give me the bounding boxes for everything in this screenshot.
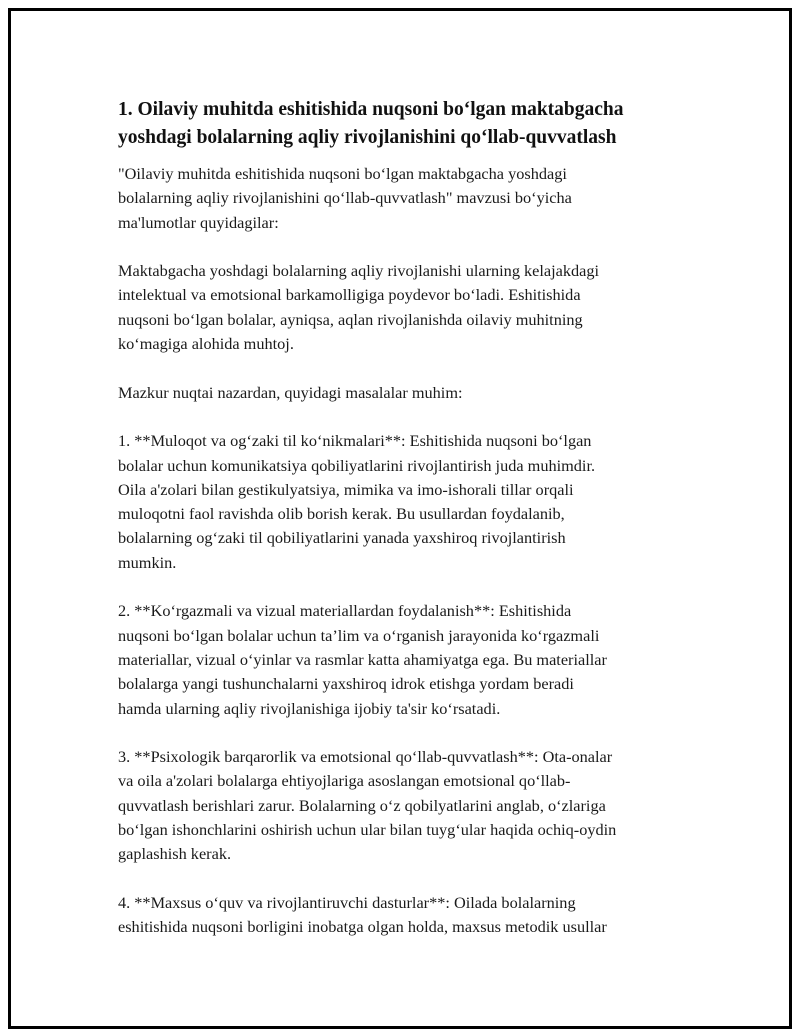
paragraph-intro	[118, 162, 688, 235]
list-item-2	[118, 599, 688, 720]
text-line: 3. **Psixologik barqarorlik va emotsional qo‘llab-quvvatlash**: Ota-onalar	[118, 747, 613, 767]
list-item-1	[118, 429, 688, 575]
text-line: materiallar, vizual o‘yinlar va rasmlar katta ahamiyatga ega. Bu materiallar	[118, 649, 607, 669]
text-line: nuqsoni bo‘lgan bolalar uchun ta’lim va o‘rganish jarayonida ko‘rgazmali	[118, 625, 600, 645]
text-line: hamda ularning aqliy rivojlanishiga ijobiy ta'sir ko‘rsatadi.	[118, 698, 501, 718]
text-line: ma'lumotlar quyidagilar:	[118, 212, 279, 232]
text-line: nuqsoni bo‘lgan bolalar, ayniqsa, aqlan rivojlanishda oilaviy muhitning	[118, 309, 583, 329]
paragraph-background	[118, 259, 688, 356]
text-line: bo‘lgan ishonchlarini oshirish uchun ular bilan tuyg‘ular haqida ochiq-oydin	[118, 820, 617, 840]
page-frame	[8, 8, 792, 1029]
list-item-4	[118, 891, 688, 940]
text-line: 4. **Maxsus o‘quv va rivojlantiruvchi dasturlar**: Oilada bolalarning	[118, 892, 576, 912]
text-line: Maktabgacha yoshdagi bolalarning aqliy rivojlanishi ularning kelajakdagi	[118, 261, 600, 281]
text-line: ko‘magiga alohida muhtoj.	[118, 334, 294, 354]
text-line: muloqotni faol ravishda olib borish kerak. Bu usullardan foydalanib,	[118, 504, 565, 524]
text-line: bolalarga yangi tushunchalarni yaxshiroq idrok etishga yordam beradi	[118, 674, 574, 694]
text-line: gaplashish kerak.	[118, 844, 232, 864]
title-line: 1. Oilaviy muhitda eshitishida nuqsoni bo‘lgan maktabgacha	[118, 99, 624, 120]
document-body	[118, 96, 688, 964]
text-line: Mazkur nuqtai nazardan, quyidagi masalalar muhim:	[118, 382, 463, 402]
text-line: bolalarning og‘zaki til qobiliyatlarini yanada yaxshiroq rivojlantirish	[118, 528, 566, 548]
text-line: mumkin.	[118, 552, 177, 572]
text-line: Oila a'zolari bilan gestikulyatsiya, mimika va imo-ishorali tillar orqali	[118, 479, 574, 499]
text-line: 2. **Ko‘rgazmali va vizual materiallardan foydalanish**: Eshitishida	[118, 601, 572, 621]
text-line: va oila a'zolari bolalarga ehtiyojlariga asoslangan emotsional qo‘llab-	[118, 771, 571, 791]
text-line: quvvatlash berishlari zarur. Bolalarning o‘z qobilyatlarini anglab, o‘zlariga	[118, 795, 606, 815]
text-line: "Oilaviy muhitda eshitishida nuqsoni bo‘lgan maktabgacha yoshdagi	[118, 164, 567, 183]
list-item-3	[118, 745, 688, 866]
title-line: yoshdagi bolalarning aqliy rivojlanishini qo‘llab-quvvatlash	[118, 127, 617, 148]
text-line: intelektual va emotsional barkamolligiga poydevor bo‘ladi. Eshitishida	[118, 285, 581, 305]
text-line: bolalar uchun komunikatsiya qobiliyatlarini rivojlantirish juda muhimdir.	[118, 455, 596, 475]
text-line: 1. **Muloqot va og‘zaki til ko‘nikmalari**: Eshitishida nuqsoni bo‘lgan	[118, 431, 592, 451]
paragraph-list-intro	[118, 381, 688, 405]
document-title	[118, 96, 688, 152]
text-line: bolalarning aqliy rivojlanishini qo‘llab-quvvatlash" mavzusi bo‘yicha	[118, 188, 572, 208]
text-line: eshitishida nuqsoni borligini inobatga olgan holda, maxsus metodik usullar	[118, 917, 607, 937]
